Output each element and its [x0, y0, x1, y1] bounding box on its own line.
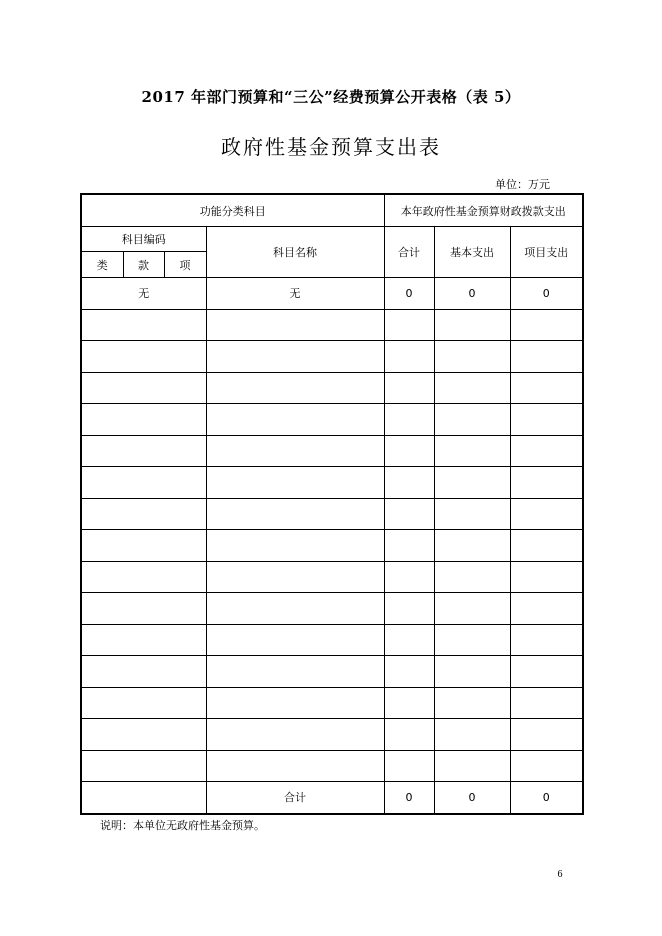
subject-code-cell — [81, 656, 206, 688]
basic-expense-cell — [434, 498, 510, 530]
subject-code-cell — [81, 309, 206, 341]
subject-code-cell — [81, 719, 206, 751]
subject-name-cell — [206, 467, 384, 499]
table-row — [81, 593, 583, 625]
total-cell — [384, 530, 434, 562]
total-cell — [384, 561, 434, 593]
total-cell — [384, 435, 434, 467]
total-row-label: 合计 — [206, 782, 384, 814]
header-section: 款 — [123, 252, 164, 278]
header-basic-expense: 基本支出 — [434, 227, 510, 278]
subject-code-cell — [81, 530, 206, 562]
table-row — [81, 687, 583, 719]
total-row-code-cell — [81, 782, 206, 814]
basic-expense-cell — [434, 561, 510, 593]
subject-name-cell — [206, 624, 384, 656]
subject-code-cell — [81, 687, 206, 719]
subject-code-cell — [81, 435, 206, 467]
header-current-year-allocation: 本年政府性基金预算财政拨款支出 — [384, 194, 583, 227]
page-number: 6 — [557, 869, 563, 880]
total-cell: 0 — [384, 278, 434, 310]
header-subject-name: 科目名称 — [206, 227, 384, 278]
total-cell — [384, 687, 434, 719]
table-row — [81, 341, 583, 373]
project-expense-cell — [510, 624, 583, 656]
table-row — [81, 404, 583, 436]
subject-name-cell — [206, 530, 384, 562]
basic-expense-cell: 0 — [434, 278, 510, 310]
basic-expense-cell — [434, 656, 510, 688]
total-cell — [384, 372, 434, 404]
project-expense-cell — [510, 467, 583, 499]
project-expense-cell — [510, 341, 583, 373]
subject-code-cell: 无 — [81, 278, 206, 310]
project-expense-cell — [510, 498, 583, 530]
table-row — [81, 719, 583, 751]
total-cell — [384, 719, 434, 751]
project-expense-cell — [510, 719, 583, 751]
subject-code-cell — [81, 341, 206, 373]
subject-code-cell — [81, 467, 206, 499]
table-row — [81, 561, 583, 593]
table-row — [81, 435, 583, 467]
budget-table — [80, 193, 584, 815]
subject-name-cell — [206, 404, 384, 436]
note-text: 说明：本单位无政府性基金预算。 — [100, 819, 265, 832]
total-cell — [384, 624, 434, 656]
header-row-1 — [81, 194, 583, 227]
table-title: 政府性基金预算支出表 — [221, 135, 441, 159]
basic-expense-cell — [434, 719, 510, 751]
header-class: 类 — [81, 252, 123, 278]
project-expense-cell — [510, 750, 583, 782]
subject-code-cell — [81, 498, 206, 530]
table-body — [81, 278, 583, 782]
total-cell — [384, 656, 434, 688]
project-expense-cell — [510, 435, 583, 467]
basic-expense-cell — [434, 372, 510, 404]
project-expense-cell — [510, 530, 583, 562]
subject-name-cell — [206, 435, 384, 467]
total-cell — [384, 467, 434, 499]
basic-expense-cell — [434, 341, 510, 373]
project-expense-cell: 0 — [510, 278, 583, 310]
subject-name-cell — [206, 719, 384, 751]
table-row — [81, 750, 583, 782]
header-functional-category: 功能分类科目 — [81, 194, 384, 227]
header-subject-code: 科目编码 — [81, 227, 206, 252]
unit-label: 单位：万元 — [495, 178, 550, 191]
subject-code-cell — [81, 404, 206, 436]
table-row — [81, 656, 583, 688]
subject-code-cell — [81, 372, 206, 404]
subject-code-cell — [81, 561, 206, 593]
basic-expense-cell — [434, 593, 510, 625]
basic-expense-cell — [434, 467, 510, 499]
project-expense-cell — [510, 593, 583, 625]
basic-expense-cell — [434, 750, 510, 782]
basic-expense-cell — [434, 309, 510, 341]
subject-name-cell — [206, 309, 384, 341]
subject-name-cell — [206, 341, 384, 373]
table-row — [81, 624, 583, 656]
subject-code-cell — [81, 593, 206, 625]
table-row — [81, 309, 583, 341]
project-expense-cell — [510, 561, 583, 593]
project-expense-cell — [510, 372, 583, 404]
total-cell — [384, 593, 434, 625]
basic-expense-cell — [434, 530, 510, 562]
table-row — [81, 372, 583, 404]
subject-name-cell — [206, 593, 384, 625]
header-project-expense: 项目支出 — [510, 227, 583, 278]
total-cell — [384, 498, 434, 530]
document-title: 2017 年部门预算和“三公”经费预算公开表格（表 5） — [141, 88, 521, 106]
total-cell — [384, 750, 434, 782]
subject-code-cell — [81, 624, 206, 656]
subject-name-cell — [206, 656, 384, 688]
basic-expense-cell — [434, 687, 510, 719]
header-total: 合计 — [384, 227, 434, 278]
basic-expense-cell — [434, 624, 510, 656]
subject-name-cell — [206, 687, 384, 719]
project-expense-cell — [510, 656, 583, 688]
total-row — [81, 782, 583, 814]
total-row-basic: 0 — [434, 782, 510, 814]
project-expense-cell — [510, 687, 583, 719]
total-cell — [384, 309, 434, 341]
subject-name-cell — [206, 372, 384, 404]
total-row-project: 0 — [510, 782, 583, 814]
table-row — [81, 467, 583, 499]
header-row-2 — [81, 227, 583, 252]
total-cell — [384, 341, 434, 373]
subject-name-cell: 无 — [206, 278, 384, 310]
basic-expense-cell — [434, 435, 510, 467]
subject-name-cell — [206, 561, 384, 593]
total-row-total: 0 — [384, 782, 434, 814]
table-row — [81, 278, 583, 310]
subject-name-cell — [206, 498, 384, 530]
project-expense-cell — [510, 404, 583, 436]
basic-expense-cell — [434, 404, 510, 436]
table-row — [81, 530, 583, 562]
subject-code-cell — [81, 750, 206, 782]
project-expense-cell — [510, 309, 583, 341]
subject-name-cell — [206, 750, 384, 782]
total-cell — [384, 404, 434, 436]
header-item: 项 — [164, 252, 206, 278]
table-row — [81, 498, 583, 530]
